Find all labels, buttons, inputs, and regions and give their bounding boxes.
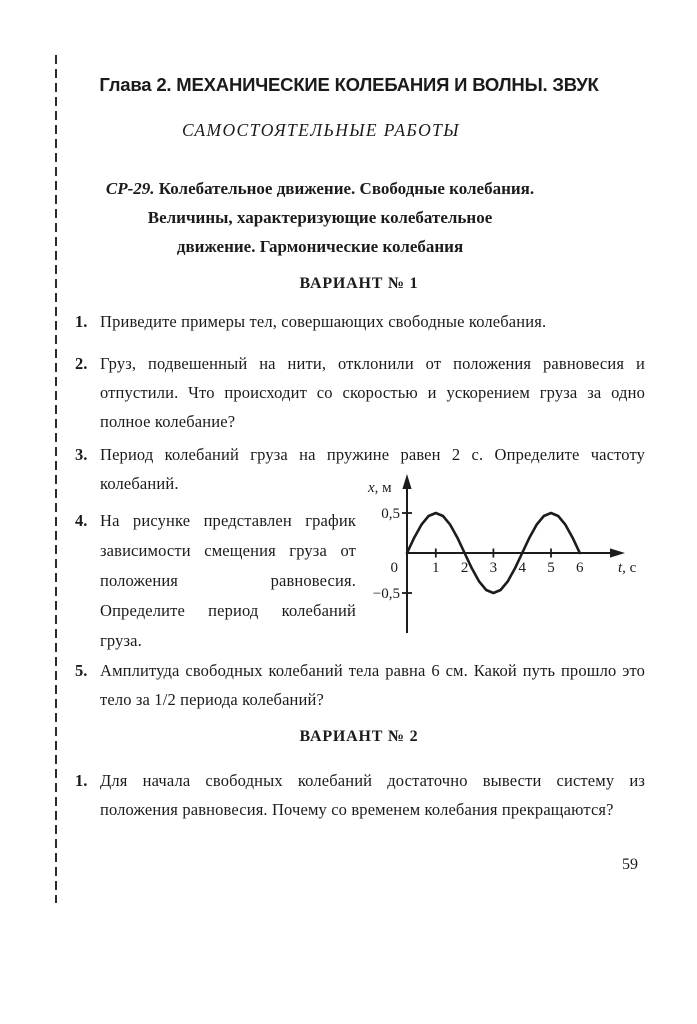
x-tick-label-1: 1 — [432, 560, 440, 576]
x-tick-label-6: 6 — [576, 560, 584, 576]
y-tick-label-positive: 0,5 — [381, 506, 400, 522]
worksheet-heading — [60, 174, 580, 261]
variant-2-heading: ВАРИАНТ № 2 — [299, 728, 419, 745]
problem-text: Груз, подвешенный на нити, отклонили от положения равновесия и отпустили. Что происходит со скоростью и ускорением груза за одно полное колебание? — [100, 354, 645, 431]
x-axis-label: t, с — [618, 560, 637, 576]
problem-v2-1 — [73, 766, 645, 824]
chapter-title: Глава 2. МЕХАНИЧЕСКИЕ КОЛЕБАНИЯ И ВОЛНЫ. ЗВУК — [99, 74, 599, 95]
worksheet-title-line: движение. Гармонические колебания — [176, 237, 464, 256]
worksheet-title-line: Колебательное движение. Свободные колебания. — [158, 179, 535, 198]
problem-number: 1. — [75, 312, 88, 331]
variant-1-heading: ВАРИАНТ № 1 — [299, 275, 419, 292]
worksheet-title-line: Величины, характеризующие колебательное — [147, 208, 493, 227]
problem-text: На рисунке представлен график зависимости смещения груза от положения равновесия. Определите период колебаний груза. — [100, 511, 356, 650]
x-axis-arrow-icon — [610, 548, 625, 557]
problem-number: 3. — [75, 445, 88, 464]
problem-number: 4. — [75, 511, 88, 530]
worksheet-heading-line-1 — [60, 174, 580, 203]
x-tick-label-2: 2 — [460, 560, 469, 576]
y-axis-arrow-icon — [402, 474, 411, 489]
cut-out-dashed-line — [55, 55, 57, 903]
x-tick-label-4: 4 — [518, 560, 526, 576]
problem-text: Амплитуда свободных колебаний тела равна 6 см. Какой путь прошло это тело за 1/2 периода колебаний? — [100, 661, 645, 709]
problem-v1-1 — [73, 307, 645, 336]
problem-v1-2 — [73, 349, 645, 436]
worksheet-label: СР-29. — [105, 179, 155, 198]
problem-number: 5. — [75, 661, 88, 680]
y-tick-label-negative: −0,5 — [372, 586, 400, 602]
y-axis-label: x, м — [368, 480, 392, 496]
problem-v1-5 — [73, 656, 645, 714]
problem-number: 2. — [75, 354, 88, 373]
x-tick-label-5: 5 — [547, 560, 555, 576]
section-title: САМОСТОЯТЕЛЬНЫЕ РАБОТЫ — [182, 120, 460, 140]
page-number: 59 — [622, 856, 638, 873]
x-tick-label-3: 3 — [489, 560, 498, 576]
problem-text: Период колебаний груза на пружине равен 2 с. Определите частоту колебаний. — [100, 445, 645, 493]
origin-label: 0 — [390, 560, 398, 576]
oscillation-graph — [360, 472, 660, 652]
problem-text: Для начала свободных колебаний достаточно вывести систему из положения равновесия. Почему со временем колебания прекращаются? — [100, 771, 645, 819]
problem-text: Приведите примеры тел, совершающих свободные колебания. — [100, 312, 547, 331]
problem-number: 1. — [75, 771, 88, 790]
